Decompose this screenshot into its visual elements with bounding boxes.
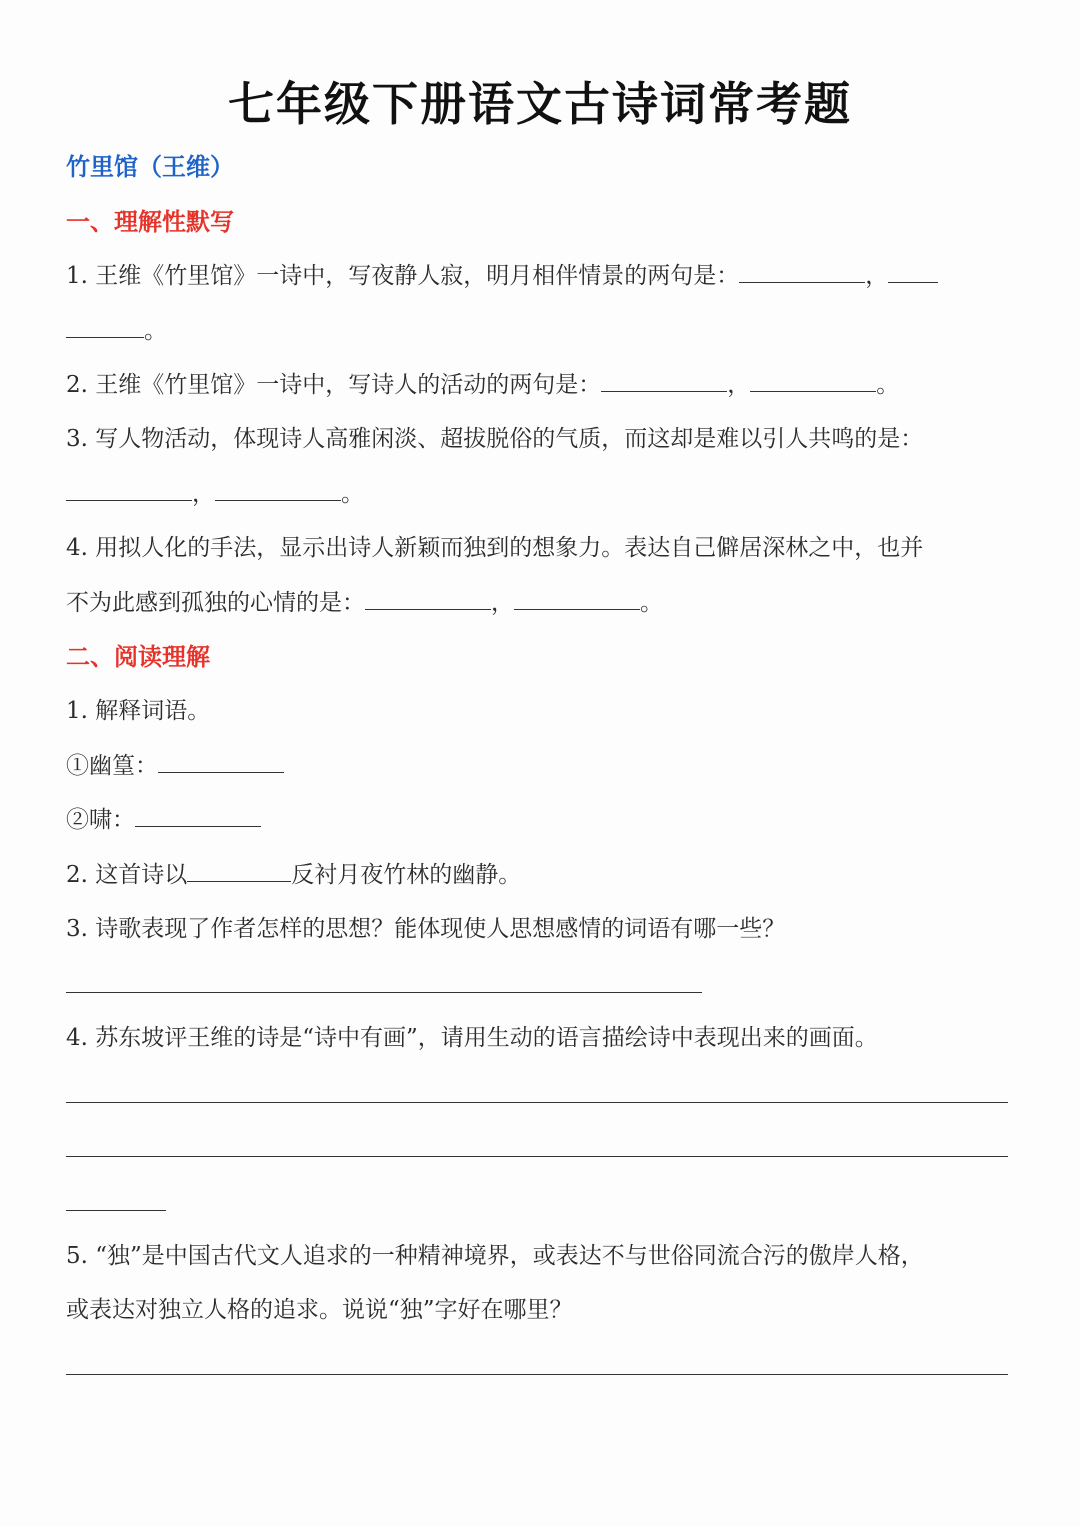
question-2-3: 3. 诗歌表现了作者怎样的思想？能体现使人思想感情的词语有哪一些？ — [66, 916, 786, 942]
answer-line[interactable] — [66, 1102, 1008, 1103]
page-title: 七年级下册语文古诗词常考题 — [228, 77, 852, 131]
question-2-5: 5. “独”是中国古代文人追求的一种精神境界，或表达不与世俗同流合污的傲岸人格， — [66, 1243, 924, 1269]
section-heading-recitation: 一、理解性默写 — [66, 207, 234, 236]
question-1-2: 2. 王维《竹里馆》一诗中，写诗人的活动的两句是： ， 。 — [66, 368, 1010, 402]
answer-blank[interactable] — [215, 478, 341, 501]
answer-blank[interactable] — [739, 260, 865, 283]
answer-line[interactable] — [66, 1210, 166, 1211]
question-1-3: 3. 写人物活动，体现诗人高雅闲淡、超拔脱俗的气质，而这却是难以引人共鸣的是： — [66, 426, 924, 452]
question-2-4: 4. 苏东坡评王维的诗是“诗中有画”，请用生动的语言描绘诗中表现出来的画面。 — [66, 1025, 878, 1051]
answer-blank[interactable] — [135, 804, 261, 827]
question-1-1: 1. 王维《竹里馆》一诗中，写夜静人寂，明月相伴情景的两句是： ， — [66, 259, 1010, 293]
question-1-4-continued: 不为此感到孤独的心情的是： ， 。 — [66, 586, 1010, 620]
answer-blank[interactable] — [601, 369, 727, 392]
answer-blank[interactable] — [66, 478, 192, 501]
answer-blank[interactable] — [187, 859, 291, 882]
answer-blank[interactable] — [888, 260, 938, 283]
question-2-1-a: ①幽篁： — [66, 749, 1010, 783]
question-1-3-continued: ， 。 — [66, 477, 1010, 511]
question-2-1: 1. 解释词语。 — [66, 698, 211, 724]
poem-title: 竹里馆（王维） — [66, 152, 234, 181]
question-1-1-continued: 。 — [66, 314, 1010, 348]
answer-line[interactable] — [66, 1156, 1008, 1157]
answer-blank[interactable] — [365, 587, 491, 610]
answer-line[interactable] — [66, 992, 702, 993]
answer-blank[interactable] — [514, 587, 640, 610]
question-2-1-b: ②啸： — [66, 803, 1010, 837]
question-2-5-continued: 或表达对独立人格的追求。说说“独”字好在哪里？ — [66, 1297, 573, 1323]
section-heading-reading: 二、阅读理解 — [66, 642, 210, 671]
answer-line[interactable] — [66, 1374, 1008, 1375]
answer-blank[interactable] — [66, 315, 144, 338]
question-1-4: 4. 用拟人化的手法，显示出诗人新颖而独到的想象力。表达自己僻居深林之中，也并 — [66, 535, 924, 561]
question-2-2: 2. 这首诗以 反衬月夜竹林的幽静。 — [66, 858, 1010, 892]
answer-blank[interactable] — [158, 750, 284, 773]
answer-blank[interactable] — [750, 369, 876, 392]
